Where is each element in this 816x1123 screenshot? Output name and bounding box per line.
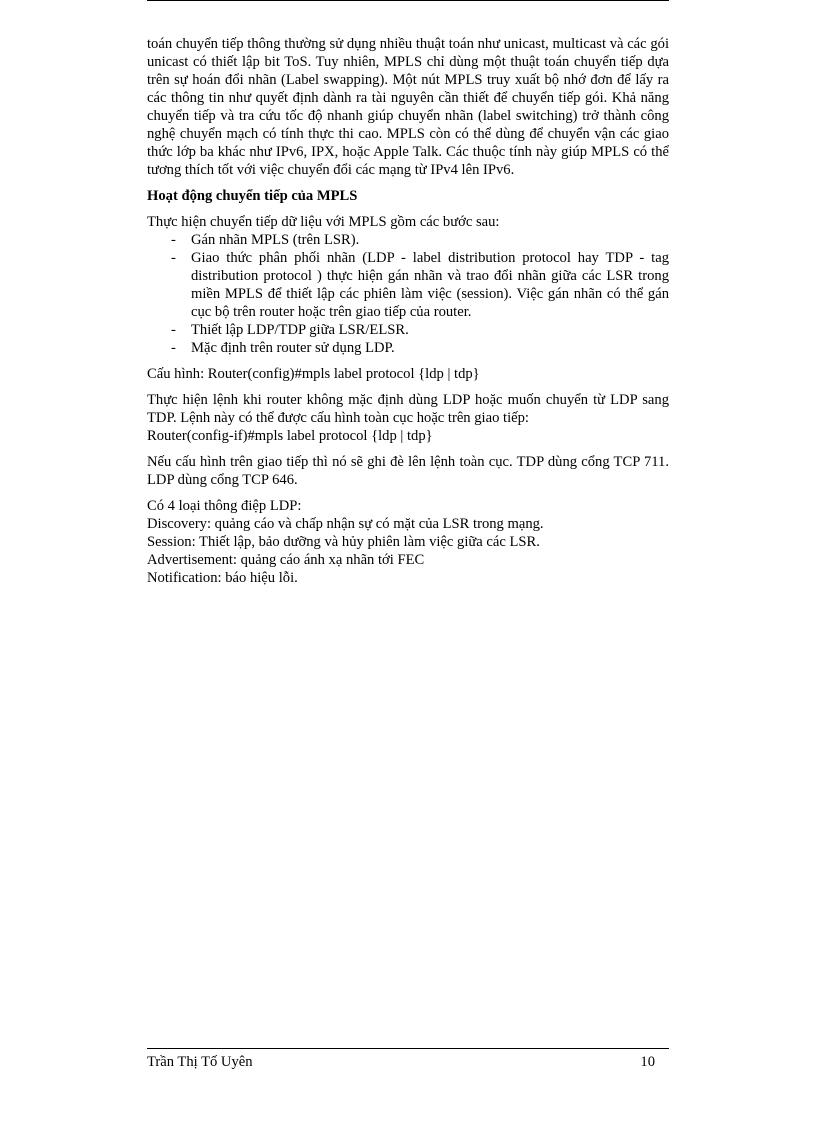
steps-list [147,231,669,357]
section-heading: Hoạt động chuyển tiếp của MPLS [147,188,358,204]
config-line: Cấu hình: Router(config)#mpls label protocol {ldp | tdp} [147,366,480,382]
page-number: 10 [640,1054,655,1070]
interface-command: Router(config-if)#mpls label protocol {ldp | tdp} [147,428,433,444]
dash-bullet: - [171,322,176,338]
step-text: Gán nhãn MPLS (trên LSR). [191,232,360,248]
footer-rule [147,1048,669,1049]
list-item [147,321,669,339]
message-type-discovery: Discovery: quảng cáo và chấp nhận sự có mặt của LSR trong mạng. [147,516,544,532]
dash-bullet: - [171,340,176,356]
intro-paragraph: toán chuyển tiếp thông thường sử dụng nhiều thuật toán như unicast, multicast và các gói unicast có thiết lập bit ToS. Tuy nhiên, MPLS chỉ dùng một thuật toán chuyển tiếp dựa trên sự hoán đổi nhãn (Label swapping). Một nút MPLS truy xuất bộ nhớ đơn để lấy ra các thông tin như quyết định dành ra tài nguyên cần thiết để chuyển tiếp gói. Khả năng chuyển tiếp và tra cứu tốc độ nhanh giúp chuyển nhãn (label switching) trở thành công nghệ chuyển mạch có tính thực thi cao. MPLS còn có thể dùng để chuyển vận các giao thức lớp ba khác như IPv6, IPX, hoặc Apple Talk. Các thuộc tính này giúp MPLS có thể tương thích tốt với việc chuyển đổi các mạng từ IPv4 lên IPv6. [147,36,669,178]
dash-bullet: - [171,250,176,266]
steps-intro: Thực hiện chuyển tiếp dữ liệu với MPLS gồm các bước sau: [147,214,500,230]
switch-paragraph-text: Thực hiện lệnh khi router không mặc định dùng LDP hoặc muốn chuyển từ LDP sang TDP. Lệnh này có thể được cấu hình toàn cục hoặc trên giao tiếp: [147,392,669,426]
message-types-block [147,497,669,587]
message-type-advertisement: Advertisement: quảng cáo ánh xạ nhãn tới FEC [147,552,425,568]
dash-bullet: - [171,232,176,248]
override-paragraph: Nếu cấu hình trên giao tiếp thì nó sẽ ghi đè lên lệnh toàn cục. TDP dùng cổng TCP 711. LDP dùng cổng TCP 646. [147,454,669,488]
step-text: Thiết lập LDP/TDP giữa LSR/ELSR. [191,322,409,338]
step-text: Mặc định trên router sử dụng LDP. [191,340,395,356]
switch-paragraph [147,391,669,445]
step-text: Giao thức phân phối nhãn (LDP - label distribution protocol hay TDP - tag distribution protocol ) thực hiện gán nhãn và trao đổi nhãn giữa các LSR trong miền MPLS để thiết lập các phiên làm việc (session). Việc gán nhãn có thể gán cục bộ trên router hoặc trên giao tiếp của router. [191,250,669,320]
message-type-notification: Notification: báo hiệu lỗi. [147,570,298,586]
list-item [147,249,669,321]
message-type-session: Session: Thiết lập, bảo dưỡng và hủy phiên làm việc giữa các LSR. [147,534,540,550]
list-item [147,339,669,357]
message-types-intro: Có 4 loại thông điệp LDP: [147,498,302,514]
footer-author: Trần Thị Tố Uyên [147,1054,253,1070]
list-item [147,231,669,249]
top-rule [147,0,669,1]
page-content [147,35,669,595]
page-footer [147,1053,655,1071]
